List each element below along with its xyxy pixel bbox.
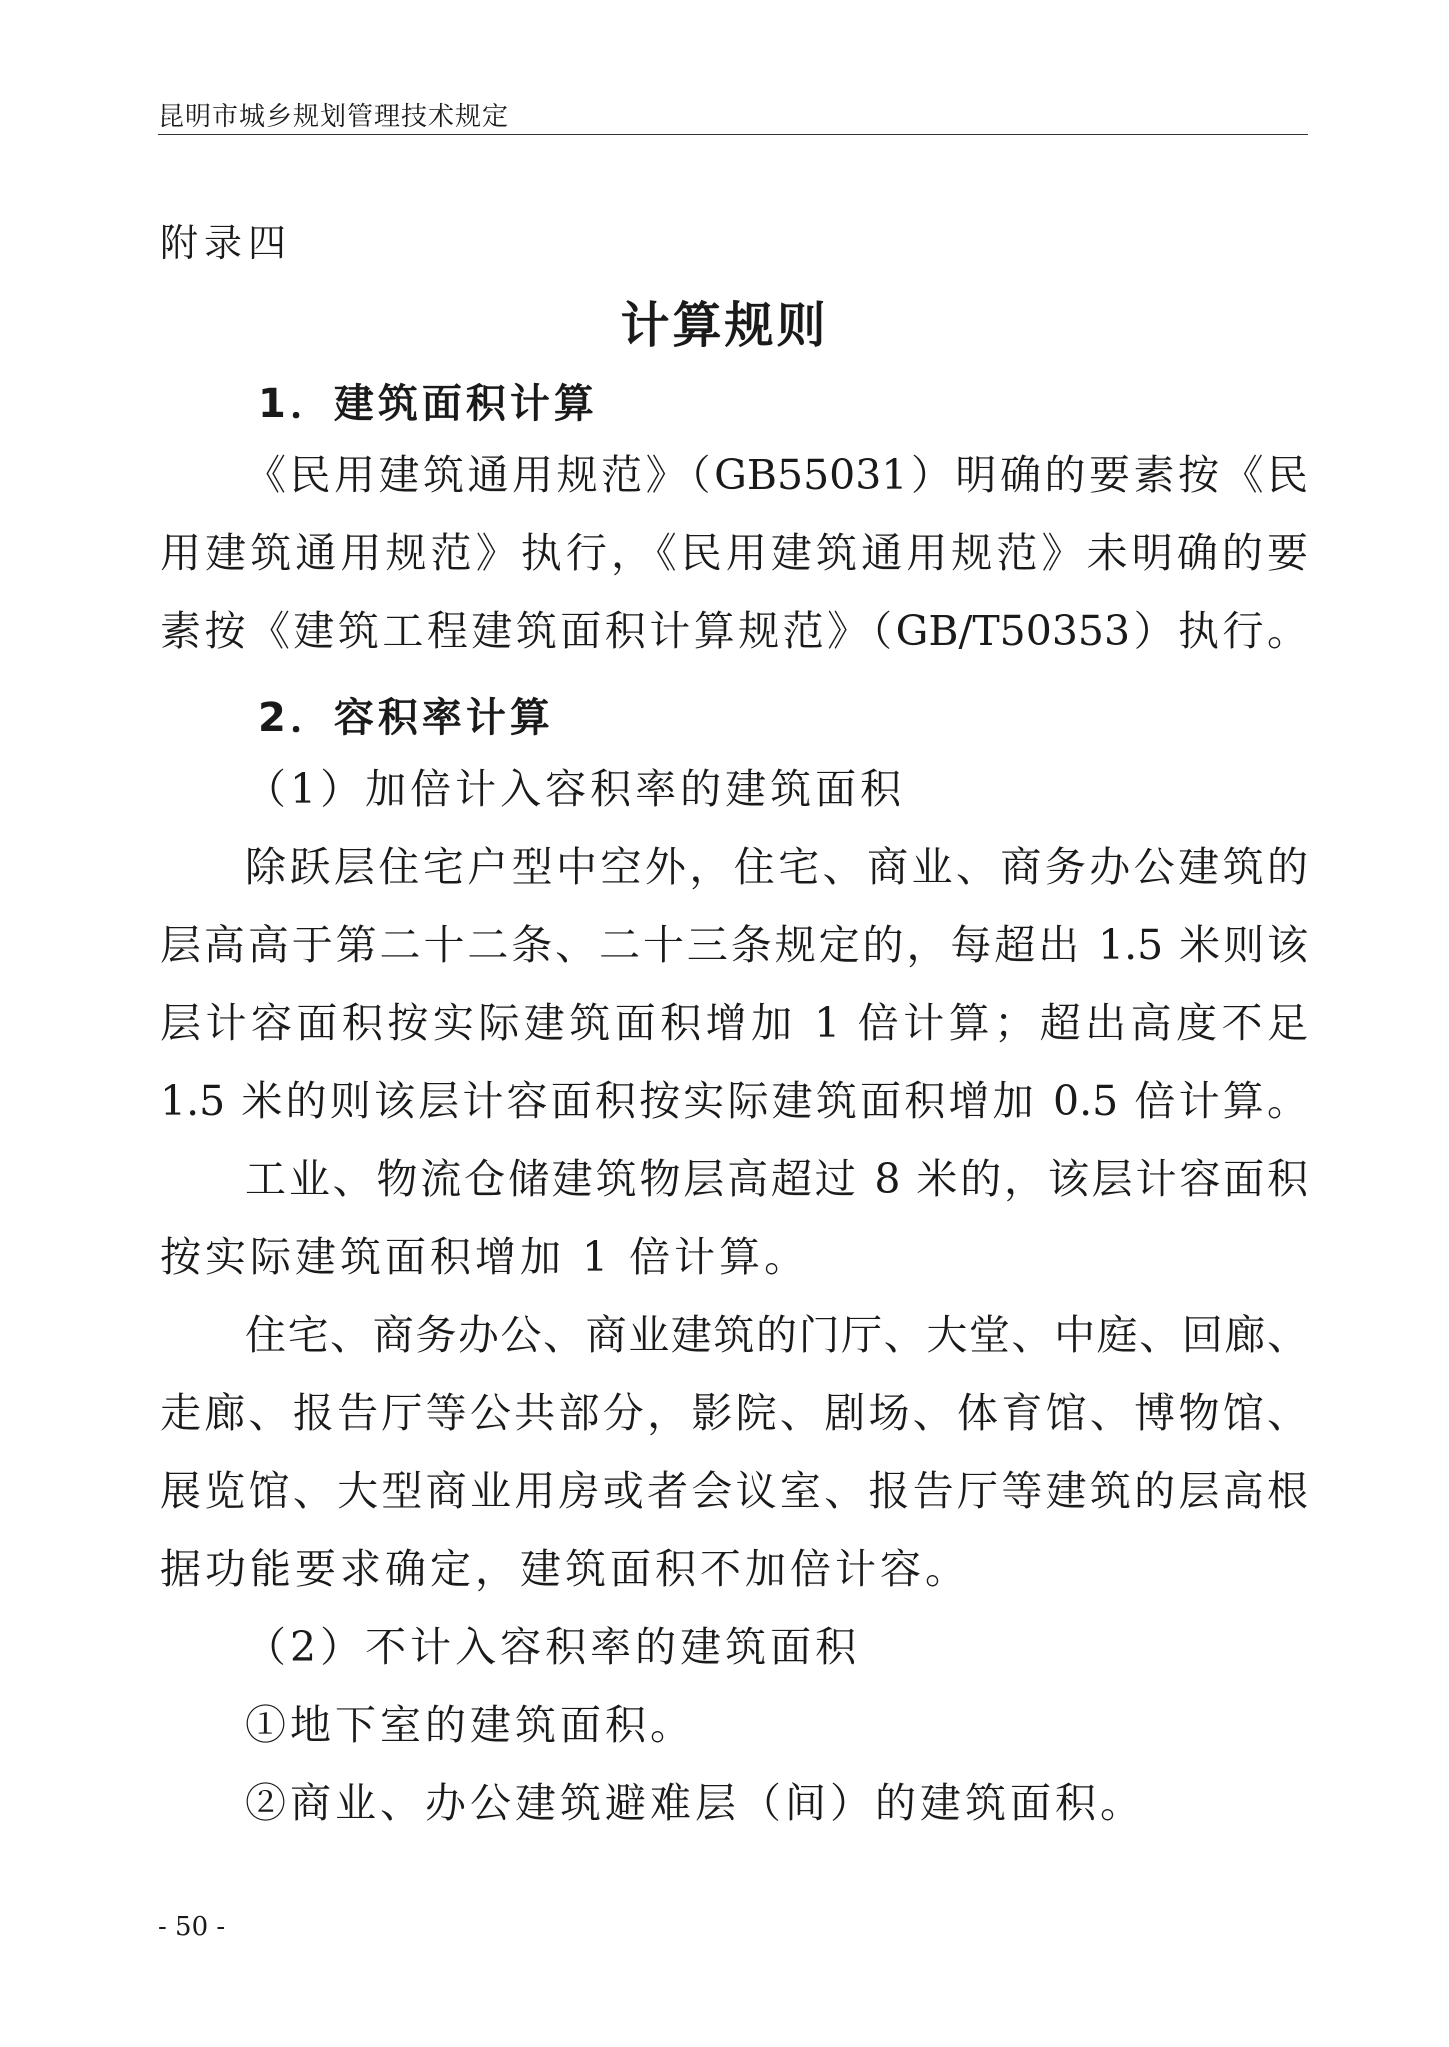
paragraph-line: 层高高于第二十二条、二十三条规定的，每超出 1.5 米则该 <box>160 921 1308 969</box>
header-divider <box>158 134 1308 135</box>
paragraph-line: 展览馆、大型商业用房或者会议室、报告厅等建筑的层高根 <box>160 1467 1308 1515</box>
paragraph-line: 住宅、商务办公、商业建筑的门厅、大堂、中庭、回廊、 <box>245 1311 1308 1359</box>
paragraph-line: 《民用建筑通用规范》（GB55031）明确的要素按《民 <box>245 451 1308 499</box>
page-number: - 50 - <box>158 1912 226 1942</box>
section-1-heading: 1．建筑面积计算 <box>258 381 598 427</box>
paragraph-line: 1.5 米的则该层计容面积按实际建筑面积增加 0.5 倍计算。 <box>160 1077 1308 1125</box>
subsection-1-label: （1）加倍计入容积率的建筑面积 <box>245 765 906 813</box>
paragraph-line: 除跃层住宅户型中空外，住宅、商业、商务办公建筑的 <box>245 843 1308 891</box>
running-header: 昆明市城乡规划管理技术规定 <box>158 102 510 132</box>
subsection-2-label: （2）不计入容积率的建筑面积 <box>245 1623 861 1671</box>
paragraph-line: 按实际建筑面积增加 1 倍计算。 <box>160 1233 810 1281</box>
paragraph-line: 工业、物流仓储建筑物层高超过 8 米的，该层计容面积 <box>245 1155 1308 1203</box>
paragraph-line: 走廊、报告厅等公共部分，影院、剧场、体育馆、博物馆、 <box>160 1389 1308 1437</box>
paragraph-line: 素按《建筑工程建筑面积计算规范》（GB/T50353）执行。 <box>160 607 1308 655</box>
appendix-label: 附录四 <box>160 221 293 265</box>
paragraph-line: 层计容面积按实际建筑面积增加 1 倍计算；超出高度不足 <box>160 999 1308 1047</box>
list-item: ②商业、办公建筑避难层（间）的建筑面积。 <box>245 1779 1145 1827</box>
paragraph-line: 用建筑通用规范》执行，《民用建筑通用规范》未明确的要 <box>160 529 1308 577</box>
list-item: ①地下室的建筑面积。 <box>245 1701 695 1749</box>
document-title: 计算规则 <box>620 297 829 354</box>
paragraph-line: 据功能要求确定，建筑面积不加倍计容。 <box>160 1545 970 1593</box>
section-2-heading: 2．容积率计算 <box>258 695 554 741</box>
